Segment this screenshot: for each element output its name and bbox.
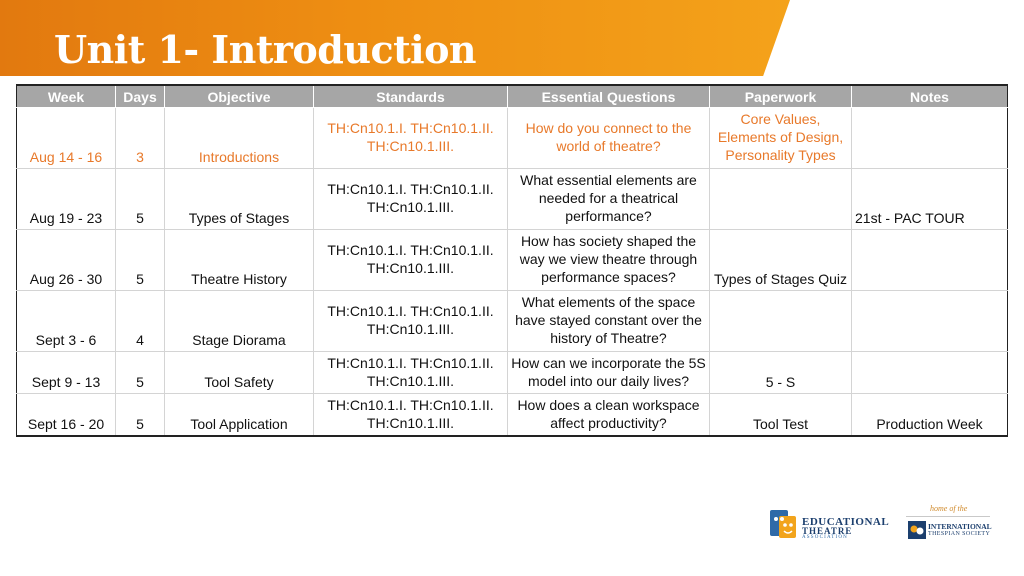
paperwork-cell: Tool Test — [710, 394, 852, 436]
eta-name-line-2: THEATRE — [802, 526, 853, 536]
objective-cell: Introductions — [165, 108, 314, 169]
paperwork-cell — [710, 291, 852, 352]
essential-question-cell: How does a clean workspace affect productivity? — [508, 394, 710, 436]
column-header-essential-questions: Essential Questions — [508, 85, 710, 108]
week-cell: Sept 3 - 6 — [17, 291, 116, 352]
table-row — [17, 169, 1008, 230]
standards-line-1: TH:Cn10.1.I. TH:Cn10.1.II. — [327, 242, 494, 258]
international-thespian-society-logo — [906, 504, 990, 544]
column-header-standards: Standards — [314, 85, 508, 108]
its-name-line-1: INTERNATIONAL — [928, 522, 992, 531]
days-cell: 5 — [116, 394, 165, 436]
column-header-paperwork: Paperwork — [710, 85, 852, 108]
table-row — [17, 291, 1008, 352]
standards-line-1: TH:Cn10.1.I. TH:Cn10.1.II. — [327, 397, 494, 413]
educational-theatre-association-logo — [770, 508, 890, 544]
week-cell: Aug 19 - 23 — [17, 169, 116, 230]
table-header-row — [17, 85, 1008, 108]
column-header-week: Week — [17, 85, 116, 108]
standards-line-2: TH:Cn10.1.III. — [366, 260, 455, 276]
essential-question-cell: How has society shaped the way we view theatre through performance spaces? — [508, 230, 710, 291]
notes-cell — [852, 108, 1008, 169]
objective-cell: Tool Application — [165, 394, 314, 436]
objective-cell: Tool Safety — [165, 352, 314, 394]
paperwork-cell: Core Values, Elements of Design, Personality Types — [710, 108, 852, 169]
standards-cell — [314, 394, 508, 436]
standards-line-2: TH:Cn10.1.III. — [366, 138, 455, 154]
standards-cell — [314, 169, 508, 230]
standards-line-2: TH:Cn10.1.III. — [366, 415, 455, 431]
page-title: Unit 1- Introduction — [54, 27, 477, 72]
notes-cell: Production Week — [852, 394, 1008, 436]
notes-cell — [852, 352, 1008, 394]
days-cell: 4 — [116, 291, 165, 352]
column-header-notes: Notes — [852, 85, 1008, 108]
standards-cell — [314, 108, 508, 169]
standards-line-2: TH:Cn10.1.III. — [366, 321, 455, 337]
week-cell: Sept 9 - 13 — [17, 352, 116, 394]
table-row — [17, 394, 1008, 436]
eta-name-line-3: ASSOCIATION — [802, 535, 848, 540]
days-cell: 5 — [116, 169, 165, 230]
table-row — [17, 108, 1008, 169]
days-cell: 5 — [116, 230, 165, 291]
standards-cell — [314, 230, 508, 291]
week-cell: Aug 14 - 16 — [17, 108, 116, 169]
standards-line-1: TH:Cn10.1.I. TH:Cn10.1.II. — [327, 355, 494, 371]
essential-question-cell: How can we incorporate the 5S model into our daily lives? — [508, 352, 710, 394]
its-divider — [906, 516, 990, 517]
standards-line-1: TH:Cn10.1.I. TH:Cn10.1.II. — [327, 303, 494, 319]
essential-question-cell: What essential elements are needed for a theatrical performance? — [508, 169, 710, 230]
table-row — [17, 352, 1008, 394]
its-home-of-text: home of the — [930, 504, 968, 513]
table-row — [17, 230, 1008, 291]
standards-cell — [314, 291, 508, 352]
days-cell: 3 — [116, 108, 165, 169]
eta-name-line-1: EDUCATIONAL — [802, 516, 890, 528]
essential-question-cell: How do you connect to the world of theatre? — [508, 108, 710, 169]
theatre-masks-icon — [770, 510, 798, 540]
paperwork-cell: Types of Stages Quiz — [710, 230, 852, 291]
week-cell: Sept 16 - 20 — [17, 394, 116, 436]
standards-line-1: TH:Cn10.1.I. TH:Cn10.1.II. — [327, 120, 494, 136]
thespian-crest-icon — [908, 521, 926, 539]
standards-cell — [314, 352, 508, 394]
notes-cell: 21st - PAC TOUR — [852, 169, 1008, 230]
objective-cell: Theatre History — [165, 230, 314, 291]
its-name-line-2: THESPIAN SOCIETY — [928, 531, 991, 537]
week-cell: Aug 26 - 30 — [17, 230, 116, 291]
standards-line-1: TH:Cn10.1.I. TH:Cn10.1.II. — [327, 181, 494, 197]
days-cell: 5 — [116, 352, 165, 394]
standards-line-2: TH:Cn10.1.III. — [366, 373, 455, 389]
notes-cell — [852, 230, 1008, 291]
column-header-days: Days — [116, 85, 165, 108]
column-header-objective: Objective — [165, 85, 314, 108]
paperwork-cell: 5 - S — [710, 352, 852, 394]
essential-question-cell: What elements of the space have stayed constant over the history of Theatre? — [508, 291, 710, 352]
standards-line-2: TH:Cn10.1.III. — [366, 199, 455, 215]
objective-cell: Stage Diorama — [165, 291, 314, 352]
notes-cell — [852, 291, 1008, 352]
paperwork-cell — [710, 169, 852, 230]
unit-schedule-table — [16, 84, 1008, 437]
objective-cell: Types of Stages — [165, 169, 314, 230]
